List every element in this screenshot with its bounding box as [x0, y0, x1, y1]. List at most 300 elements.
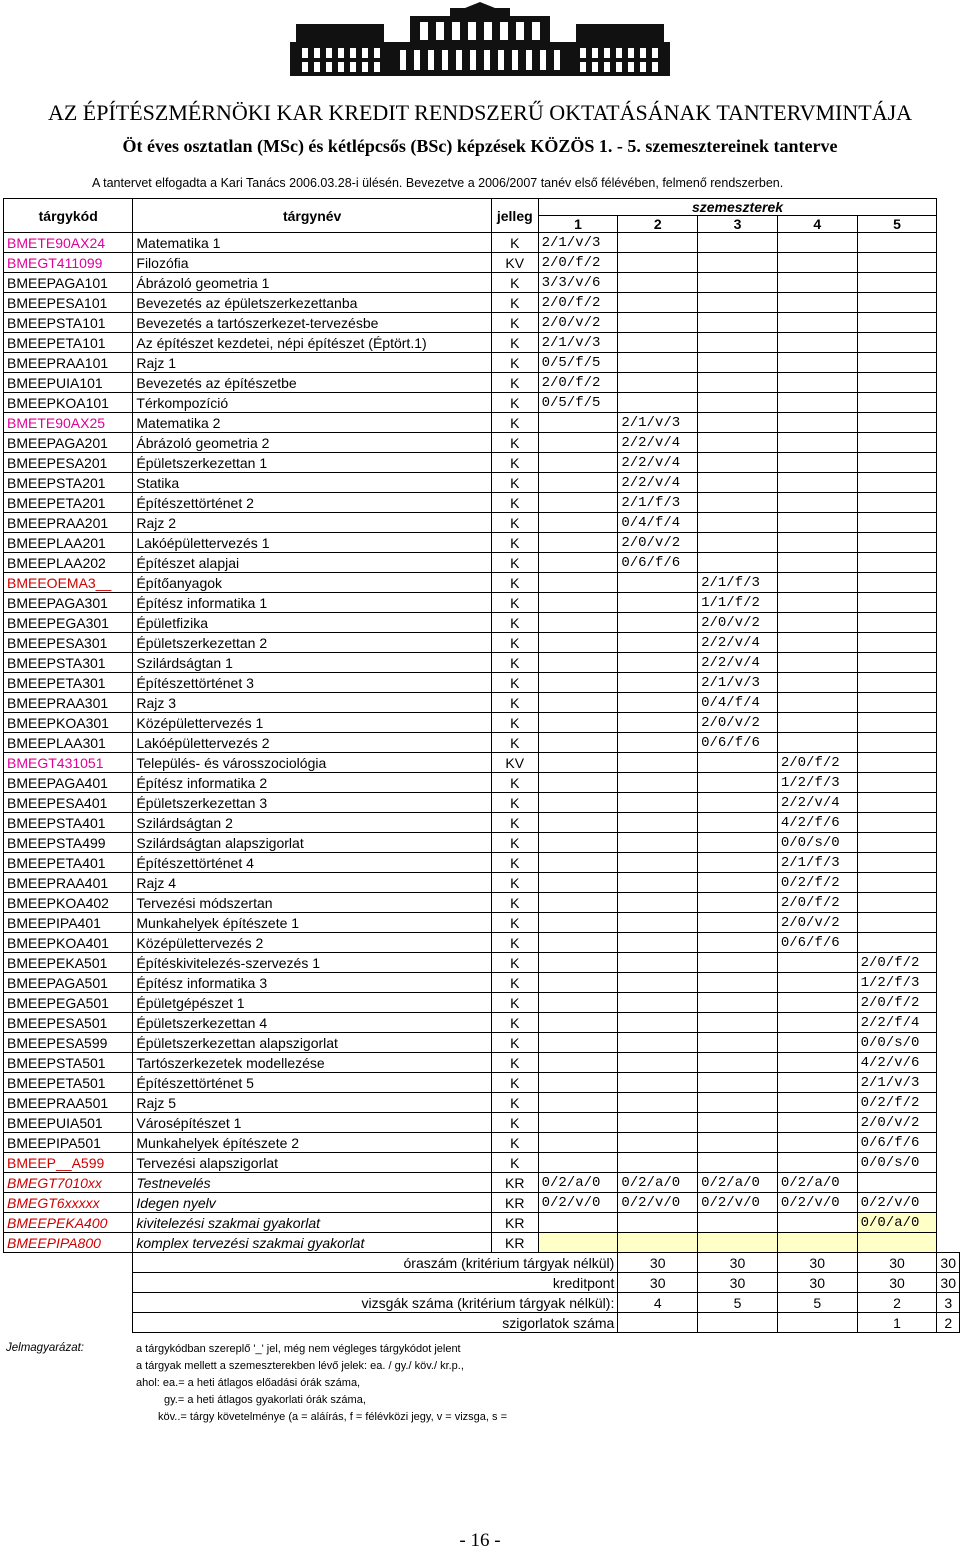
course-type: K — [491, 693, 538, 713]
semester-cell — [618, 1073, 698, 1093]
course-name: Épületszerkezettan 3 — [133, 793, 492, 813]
semester-cell — [698, 373, 778, 393]
semester-cell — [618, 253, 698, 273]
semester-cell: 0/0/s/0 — [857, 1033, 937, 1053]
table-header-row — [4, 199, 960, 216]
semester-cell — [618, 1233, 698, 1253]
legend-line: a tárgyak mellett a szemeszterekben lévő jelek: ea. / gy./ köv./ kr.p., — [136, 1360, 464, 1372]
course-name: Épületszerkezettan 1 — [133, 453, 492, 473]
course-name: Testnevelés — [133, 1173, 492, 1193]
course-code: BMEGT411099 — [4, 253, 133, 273]
semester-cell: 2/0/v/2 — [618, 533, 698, 553]
summary-value: 30 — [857, 1253, 937, 1273]
semester-cell — [857, 513, 937, 533]
semester-cell — [777, 653, 857, 673]
semester-cell — [538, 533, 618, 553]
course-code: BMEEPIPA800 — [4, 1233, 133, 1253]
semester-cell — [698, 1133, 778, 1153]
semester-number: 5 — [857, 216, 937, 233]
course-type: K — [491, 533, 538, 553]
course-type: K — [491, 1013, 538, 1033]
course-type: K — [491, 793, 538, 813]
table-row — [4, 853, 960, 873]
semester-cell: 2/1/v/3 — [618, 413, 698, 433]
semester-cell — [538, 953, 618, 973]
course-name: Szilárdságtan 2 — [133, 813, 492, 833]
semester-cell — [698, 853, 778, 873]
semester-cell — [777, 313, 857, 333]
course-type: KR — [491, 1193, 538, 1213]
course-type: KV — [491, 753, 538, 773]
semester-cell — [618, 773, 698, 793]
course-name: Rajz 3 — [133, 693, 492, 713]
table-row — [4, 1173, 960, 1193]
course-type: KR — [491, 1213, 538, 1233]
semester-cell — [777, 393, 857, 413]
course-type: K — [491, 553, 538, 573]
table-row — [4, 1193, 960, 1213]
semester-cell — [698, 273, 778, 293]
course-code: BMEEPLAA202 — [4, 553, 133, 573]
semester-cell — [777, 453, 857, 473]
semester-cell — [857, 253, 937, 273]
semester-cell: 2/2/f/4 — [857, 1013, 937, 1033]
semester-cell — [698, 413, 778, 433]
semester-cell — [857, 793, 937, 813]
semester-cell — [857, 333, 937, 353]
page-title: AZ ÉPÍTÉSZMÉRNÖKI KAR KREDIT RENDSZERŰ OKTATÁSÁNAK TANTERVMINTÁJA — [47, 100, 913, 125]
course-name: Építészettörténet 2 — [133, 493, 492, 513]
semester-cell: 0/2/v/0 — [618, 1193, 698, 1213]
course-type: K — [491, 313, 538, 333]
course-type: K — [491, 1153, 538, 1173]
semester-cell — [777, 413, 857, 433]
semester-cell — [857, 473, 937, 493]
table-row — [4, 713, 960, 733]
course-code: BMEEPUIA101 — [4, 373, 133, 393]
table-row — [4, 433, 960, 453]
column-header-name: tárgynév — [133, 199, 492, 233]
semester-cell — [618, 733, 698, 753]
course-name: Bevezetés az épületszerkezettanba — [133, 293, 492, 313]
semester-cell — [698, 1093, 778, 1113]
summary-row — [4, 1313, 960, 1333]
course-code: BMEEPUIA501 — [4, 1113, 133, 1133]
semester-cell — [538, 1093, 618, 1113]
course-code: BMEEPKOA301 — [4, 713, 133, 733]
course-code: BMEEPETA301 — [4, 673, 133, 693]
course-code: BMEEPESA501 — [4, 1013, 133, 1033]
legend-line: a tárgykódban szereplő '_' jel, még nem végleges tárgykódot jelent — [136, 1343, 461, 1355]
course-code: BMEEPRAA301 — [4, 693, 133, 713]
semester-cell: 0/2/a/0 — [777, 1173, 857, 1193]
summary-value: 1 — [857, 1313, 937, 1333]
course-name: Építészettörténet 3 — [133, 673, 492, 693]
summary-value: 30 — [698, 1273, 778, 1293]
semester-cell — [618, 393, 698, 413]
semester-cell — [777, 553, 857, 573]
semester-cell — [698, 933, 778, 953]
semester-cell: 0/5/f/5 — [538, 353, 618, 373]
semester-cell — [857, 313, 937, 333]
course-type: K — [491, 973, 538, 993]
summary-label: óraszám (kritérium tárgyak nélkül) — [133, 1253, 618, 1273]
course-code: BMEEPAGA401 — [4, 773, 133, 793]
semester-cell — [538, 833, 618, 853]
course-type: K — [491, 1113, 538, 1133]
semester-cell — [538, 493, 618, 513]
table-row — [4, 793, 960, 813]
course-name: Matematika 2 — [133, 413, 492, 433]
course-name: Rajz 5 — [133, 1093, 492, 1113]
semester-cell: 2/0/f/2 — [857, 993, 937, 1013]
course-code: BMEEPAGA101 — [4, 273, 133, 293]
semester-cell — [857, 813, 937, 833]
table-row — [4, 953, 960, 973]
semester-cell — [857, 653, 937, 673]
course-type: K — [491, 813, 538, 833]
course-name: Épületszerkezettan 2 — [133, 633, 492, 653]
semester-cell — [698, 1033, 778, 1053]
course-type: K — [491, 1073, 538, 1093]
semester-cell: 2/0/v/2 — [777, 913, 857, 933]
semester-cell — [538, 693, 618, 713]
table-row — [4, 1153, 960, 1173]
semester-cell — [618, 1153, 698, 1173]
semester-cell: 2/1/v/3 — [538, 233, 618, 253]
semester-cell — [618, 753, 698, 773]
semester-cell — [538, 1153, 618, 1173]
course-code: BMEEPEGA301 — [4, 613, 133, 633]
semester-cell — [698, 313, 778, 333]
course-name: Építészettörténet 4 — [133, 853, 492, 873]
course-name: Statika — [133, 473, 492, 493]
course-type: K — [491, 853, 538, 873]
table-row — [4, 733, 960, 753]
course-name: komplex tervezési szakmai gyakorlat — [133, 1233, 492, 1253]
course-type: K — [491, 893, 538, 913]
course-code: BMEEPIPA401 — [4, 913, 133, 933]
semester-cell: 0/0/a/0 — [857, 1213, 937, 1233]
semester-cell — [618, 653, 698, 673]
semester-cell — [618, 1053, 698, 1073]
course-type: K — [491, 1133, 538, 1153]
semester-cell — [777, 693, 857, 713]
semester-cell — [538, 853, 618, 873]
semester-cell — [698, 1153, 778, 1173]
course-code: BMEEPSTA301 — [4, 653, 133, 673]
semester-cell — [777, 953, 857, 973]
semester-cell: 2/0/f/2 — [777, 753, 857, 773]
table-row — [4, 293, 960, 313]
semester-cell: 0/2/v/0 — [857, 1193, 937, 1213]
semester-cell — [618, 1093, 698, 1113]
semester-number: 3 — [698, 216, 778, 233]
semester-cell — [698, 993, 778, 1013]
course-code: BMEEPRAA401 — [4, 873, 133, 893]
course-type: K — [491, 733, 538, 753]
column-header-semesters: szemeszterek — [538, 199, 937, 216]
legend-line: gy.= a heti átlagos gyakorlati órák száma, — [164, 1394, 366, 1406]
course-name: Városépítészet 1 — [133, 1113, 492, 1133]
course-code: BMEEPEGA501 — [4, 993, 133, 1013]
semester-cell — [618, 793, 698, 813]
semester-cell: 0/0/s/0 — [777, 833, 857, 853]
semester-cell: 2/1/v/3 — [538, 333, 618, 353]
course-code: BMEEPETA401 — [4, 853, 133, 873]
table-row — [4, 533, 960, 553]
semester-cell — [538, 893, 618, 913]
semester-cell — [857, 853, 937, 873]
semester-cell: 2/1/f/3 — [618, 493, 698, 513]
table-row — [4, 933, 960, 953]
semester-cell — [857, 733, 937, 753]
course-type: K — [491, 773, 538, 793]
course-code: BMEEPESA599 — [4, 1033, 133, 1053]
table-row — [4, 673, 960, 693]
semester-cell — [777, 673, 857, 693]
column-header-type: jelleg — [491, 199, 538, 233]
semester-cell — [698, 973, 778, 993]
semester-cell — [698, 873, 778, 893]
course-name: Rajz 2 — [133, 513, 492, 533]
semester-cell: 1/2/f/3 — [857, 973, 937, 993]
course-type: K — [491, 233, 538, 253]
semester-cell — [618, 313, 698, 333]
semester-cell — [538, 473, 618, 493]
semester-cell: 2/0/f/2 — [857, 953, 937, 973]
course-type: K — [491, 433, 538, 453]
summary-value: 30 — [618, 1273, 698, 1293]
semester-cell — [538, 1133, 618, 1153]
semester-cell: 2/2/v/4 — [618, 473, 698, 493]
course-code: BMETE90AX25 — [4, 413, 133, 433]
semester-cell — [777, 713, 857, 733]
table-row — [4, 1113, 960, 1133]
summary-label: szigorlatok száma — [133, 1313, 618, 1333]
semester-cell — [698, 553, 778, 573]
course-name: Építéskivitelezés-szervezés 1 — [133, 953, 492, 973]
semester-cell: 2/0/v/2 — [538, 313, 618, 333]
semester-cell — [777, 513, 857, 533]
semester-cell — [698, 813, 778, 833]
course-type: K — [491, 273, 538, 293]
summary-spacer — [4, 1313, 133, 1333]
course-type: K — [491, 493, 538, 513]
summary-value: 30 — [857, 1273, 937, 1293]
semester-cell — [538, 633, 618, 653]
semester-cell — [857, 373, 937, 393]
semester-cell: 0/6/f/6 — [777, 933, 857, 953]
course-type: K — [491, 413, 538, 433]
semester-cell — [857, 433, 937, 453]
table-row — [4, 1213, 960, 1233]
table-row — [4, 813, 960, 833]
page-subtitle: Öt éves osztatlan (MSc) és kétlépcsős (BSc) képzések KÖZÖS 1. - 5. szemesztereinek tanterve — [122, 136, 838, 156]
semester-cell — [538, 1073, 618, 1093]
semester-cell — [618, 1033, 698, 1053]
semester-cell — [777, 633, 857, 653]
course-code: BMEEPEKA400 — [4, 1213, 133, 1233]
table-row — [4, 553, 960, 573]
semester-cell — [698, 893, 778, 913]
table-row — [4, 1073, 960, 1093]
course-type: K — [491, 293, 538, 313]
curriculum-table — [3, 198, 960, 1333]
course-type: K — [491, 833, 538, 853]
course-name: Középülettervezés 2 — [133, 933, 492, 953]
semester-cell: 2/2/v/4 — [618, 453, 698, 473]
semester-cell: 0/0/s/0 — [857, 1153, 937, 1173]
course-type: K — [491, 873, 538, 893]
semester-cell — [538, 513, 618, 533]
semester-cell: 2/1/f/3 — [698, 573, 778, 593]
semester-cell — [857, 833, 937, 853]
summary-value: 2 — [857, 1293, 937, 1313]
semester-cell — [538, 413, 618, 433]
semester-cell — [777, 573, 857, 593]
semester-cell — [538, 793, 618, 813]
course-type: K — [491, 913, 538, 933]
semester-cell: 0/2/v/0 — [538, 1193, 618, 1213]
course-code: BMEEPKOA101 — [4, 393, 133, 413]
semester-cell — [538, 733, 618, 753]
semester-cell — [698, 233, 778, 253]
column-header-code: tárgykód — [4, 199, 133, 233]
semester-cell: 2/0/f/2 — [538, 253, 618, 273]
course-name: Munkahelyek építészete 1 — [133, 913, 492, 933]
summary-value — [777, 1313, 857, 1333]
table-row — [4, 633, 960, 653]
semester-cell — [538, 993, 618, 1013]
table-row — [4, 773, 960, 793]
course-type: K — [491, 513, 538, 533]
summary-value — [698, 1313, 778, 1333]
semester-cell — [618, 1113, 698, 1133]
semester-cell — [777, 473, 857, 493]
course-code: BMEEPKOA402 — [4, 893, 133, 913]
summary-row — [4, 1273, 960, 1293]
course-name: Bevezetés a tartószerkezet-tervezésbe — [133, 313, 492, 333]
semester-cell — [857, 613, 937, 633]
semester-cell: 4/2/f/6 — [777, 813, 857, 833]
semester-cell — [777, 973, 857, 993]
semester-cell — [857, 273, 937, 293]
table-row — [4, 653, 960, 673]
course-code: BMEEPETA201 — [4, 493, 133, 513]
semester-cell — [857, 533, 937, 553]
semester-cell — [777, 353, 857, 373]
course-type: K — [491, 473, 538, 493]
semester-cell — [618, 813, 698, 833]
semester-cell — [698, 793, 778, 813]
semester-cell: 2/1/v/3 — [857, 1073, 937, 1093]
summary-value: 30 — [698, 1253, 778, 1273]
course-type: K — [491, 333, 538, 353]
course-type: K — [491, 653, 538, 673]
course-name: Munkahelyek építészete 2 — [133, 1133, 492, 1153]
course-name: Rajz 1 — [133, 353, 492, 373]
table-row — [4, 893, 960, 913]
course-name: Ábrázoló geometria 1 — [133, 273, 492, 293]
university-building-logo — [290, 2, 670, 76]
course-name: Szilárdságtan alapszigorlat — [133, 833, 492, 853]
course-name: Ábrázoló geometria 2 — [133, 433, 492, 453]
course-code: BMEEPSTA501 — [4, 1053, 133, 1073]
table-row — [4, 373, 960, 393]
semester-cell — [857, 413, 937, 433]
summary-value — [618, 1313, 698, 1333]
semester-cell — [698, 533, 778, 553]
course-name: Építészettörténet 5 — [133, 1073, 492, 1093]
semester-cell — [618, 1213, 698, 1233]
semester-cell: 2/0/f/2 — [538, 373, 618, 393]
summary-value: 30 — [777, 1273, 857, 1293]
course-name: Építész informatika 2 — [133, 773, 492, 793]
course-name: Lakóépülettervezés 1 — [133, 533, 492, 553]
course-name: Tervezési alapszigorlat — [133, 1153, 492, 1173]
table-row — [4, 593, 960, 613]
course-code: BMEEPSTA401 — [4, 813, 133, 833]
semester-cell — [618, 993, 698, 1013]
summary-value: 5 — [698, 1293, 778, 1313]
legend-line: ahol: ea.= a heti átlagos előadási órák száma, — [136, 1377, 361, 1389]
summary-value: 30 — [777, 1253, 857, 1273]
course-code: BMEEPRAA101 — [4, 353, 133, 373]
semester-cell — [777, 1133, 857, 1153]
table-row — [4, 753, 960, 773]
semester-cell — [777, 1073, 857, 1093]
summary-label: kreditpont — [133, 1273, 618, 1293]
semester-cell — [698, 393, 778, 413]
semester-cell — [698, 953, 778, 973]
course-name: Épületfizika — [133, 613, 492, 633]
table-row — [4, 393, 960, 413]
course-type: K — [491, 633, 538, 653]
course-name: Középülettervezés 1 — [133, 713, 492, 733]
course-type: K — [491, 933, 538, 953]
semester-cell: 0/2/f/2 — [857, 1093, 937, 1113]
semester-cell — [698, 453, 778, 473]
semester-cell — [777, 1233, 857, 1253]
course-type: K — [491, 1093, 538, 1113]
semester-cell — [538, 1213, 618, 1233]
semester-cell — [538, 1113, 618, 1133]
semester-cell — [618, 1133, 698, 1153]
semester-cell — [538, 773, 618, 793]
semester-cell — [777, 293, 857, 313]
course-code: BMEEPETA101 — [4, 333, 133, 353]
summary-spacer — [4, 1273, 133, 1293]
semester-cell: 0/2/f/2 — [777, 873, 857, 893]
table-row — [4, 613, 960, 633]
semester-cell — [857, 1233, 937, 1253]
summary-value: 4 — [618, 1293, 698, 1313]
semester-cell — [618, 833, 698, 853]
course-name: Épületszerkezettan 4 — [133, 1013, 492, 1033]
course-type: K — [491, 673, 538, 693]
semester-cell: 0/2/v/0 — [777, 1193, 857, 1213]
table-row — [4, 573, 960, 593]
course-type: K — [491, 1053, 538, 1073]
semester-cell — [857, 873, 937, 893]
course-code: BMEGT431051 — [4, 753, 133, 773]
semester-cell — [777, 1093, 857, 1113]
course-type: K — [491, 373, 538, 393]
semester-cell — [618, 373, 698, 393]
table-row — [4, 1013, 960, 1033]
semester-cell — [857, 593, 937, 613]
